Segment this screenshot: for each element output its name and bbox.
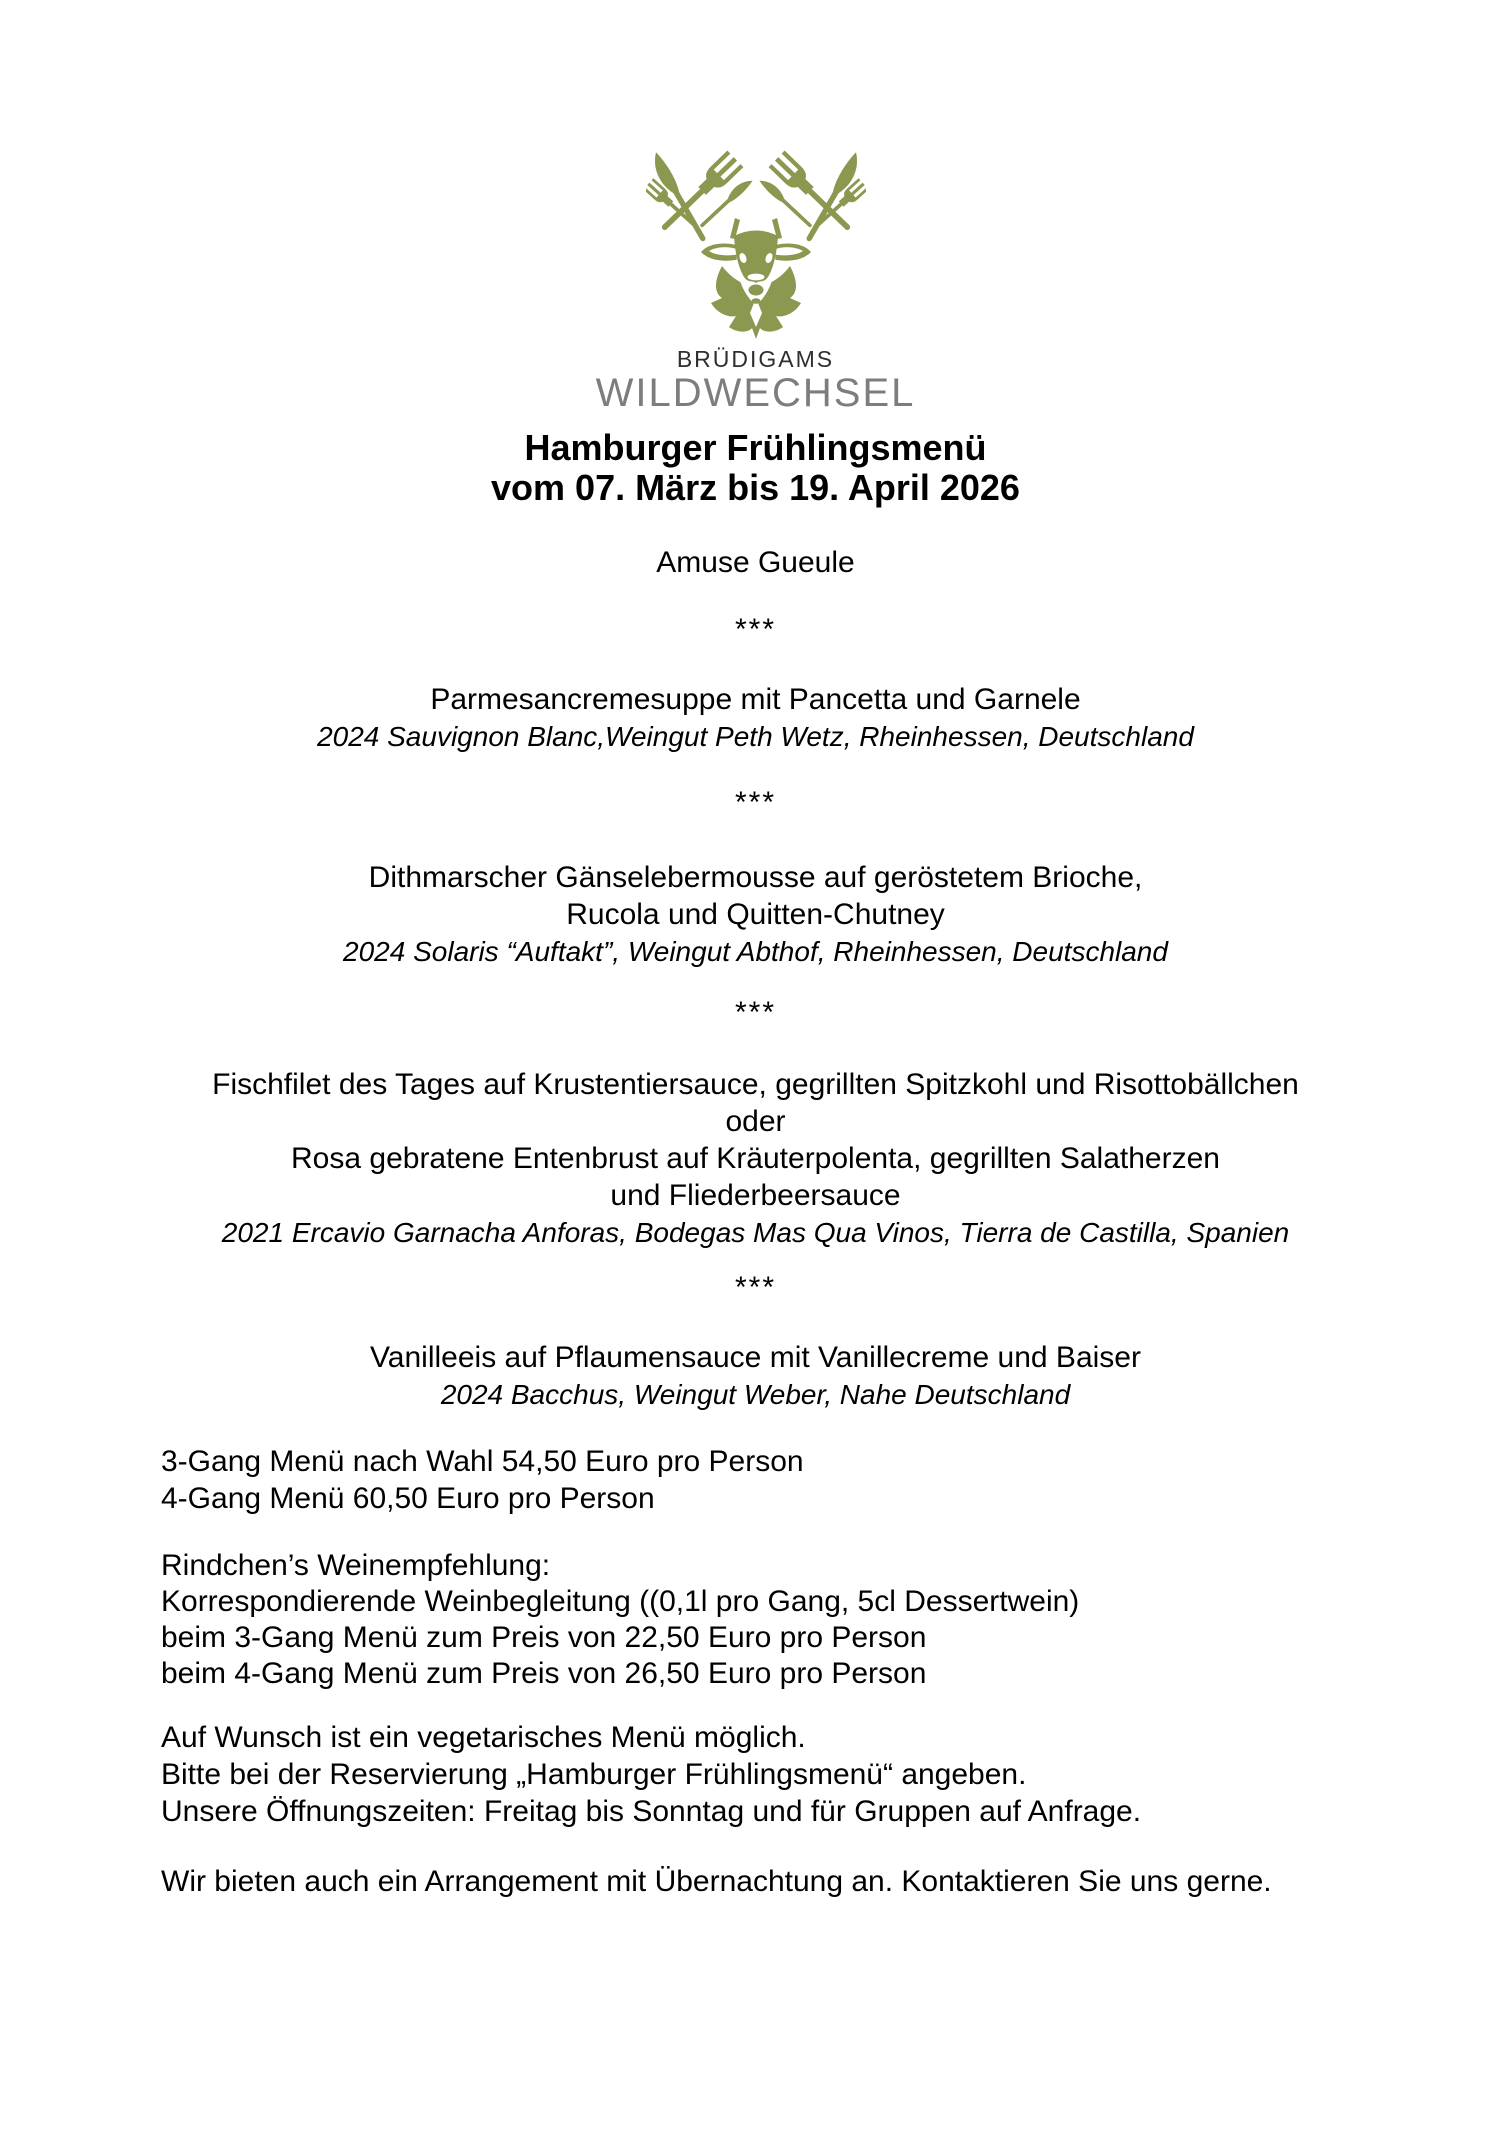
wine-pairing: 2024 Sauvignon Blanc,Weingut Peth Wetz, Rheinhessen, Deutschland [317, 721, 1194, 752]
course-3 [0, 1066, 1511, 1251]
price-line: 3-Gang Menü nach Wahl 54,50 Euro pro Person [161, 1445, 804, 1478]
course-line: Rucola und Quitten-Chutney [566, 898, 945, 931]
course-2 [0, 859, 1511, 970]
wine-recommendation-line: Korrespondierende Weinbegleitung ((0,1l pro Gang, 5cl Dessertwein) [161, 1585, 1080, 1618]
price-line: 4-Gang Menü 60,50 Euro pro Person [161, 1482, 655, 1515]
course-line: Fischfilet des Tages auf Krustentiersauce, gegrillten Spitzkohl und Risottobällchen [212, 1068, 1299, 1101]
deer-cutlery-icon [646, 140, 866, 340]
note-line: Bitte bei der Reservierung „Hamburger Frühlingsmenü“ angeben. [161, 1758, 1027, 1791]
note-line: Unsere Öffnungszeiten: Freitag bis Sonntag und für Gruppen auf Anfrage. [161, 1795, 1142, 1828]
wine-recommendation-block [161, 1548, 1391, 1692]
course-separator: *** [734, 1271, 777, 1304]
wine-recommendation-line: Rindchen’s Weinempfehlung: [161, 1549, 551, 1582]
menu-title-line2: vom 07. März bis 19. April 2026 [491, 467, 1020, 508]
course-line: und Fliederbeersauce [610, 1179, 901, 1212]
course-line: Parmesancremesuppe mit Pancetta und Garnele [430, 683, 1081, 716]
course-line: Vanilleeis auf Pflaumensauce mit Vanillecreme und Baiser [370, 1341, 1141, 1374]
restaurant-logo [0, 140, 1511, 340]
course-separator: *** [734, 786, 777, 819]
notes-block [161, 1719, 1391, 1830]
course-1 [0, 681, 1511, 755]
course-line: Dithmarscher Gänselebermousse auf geröstetem Brioche, [368, 861, 1143, 894]
wine-recommendation-line: beim 4-Gang Menü zum Preis von 26,50 Euro pro Person [161, 1657, 927, 1690]
brand-name-top: BRÜDIGAMS [676, 346, 835, 372]
menu-title [0, 428, 1511, 508]
course-line: oder [725, 1105, 786, 1138]
wine-pairing: 2024 Bacchus, Weingut Weber, Nahe Deutschland [440, 1379, 1071, 1410]
menu-title-line1: Hamburger Frühlingsmenü [524, 427, 987, 468]
wine-recommendation-line: beim 3-Gang Menü zum Preis von 22,50 Euro pro Person [161, 1621, 927, 1654]
amuse-gueule: Amuse Gueule [656, 546, 855, 579]
note-line: Auf Wunsch ist ein vegetarisches Menü möglich. [161, 1721, 806, 1754]
footer-note: Wir bieten auch ein Arrangement mit Übernachtung an. Kontaktieren Sie uns gerne. [161, 1865, 1272, 1898]
pricing-block [161, 1443, 1391, 1517]
wine-pairing: 2021 Ercavio Garnacha Anforas, Bodegas Mas Qua Vinos, Tierra de Castilla, Spanien [221, 1217, 1290, 1248]
wine-pairing: 2024 Solaris “Auftakt”, Weingut Abthof, Rheinhessen, Deutschland [343, 936, 1168, 967]
course-line: Rosa gebratene Entenbrust auf Kräuterpolenta, gegrillten Salatherzen [291, 1142, 1220, 1175]
course-separator: *** [734, 996, 777, 1029]
course-separator: *** [734, 613, 777, 646]
brand-name-main: WILDWECHSEL [595, 371, 916, 415]
course-4 [0, 1339, 1511, 1413]
